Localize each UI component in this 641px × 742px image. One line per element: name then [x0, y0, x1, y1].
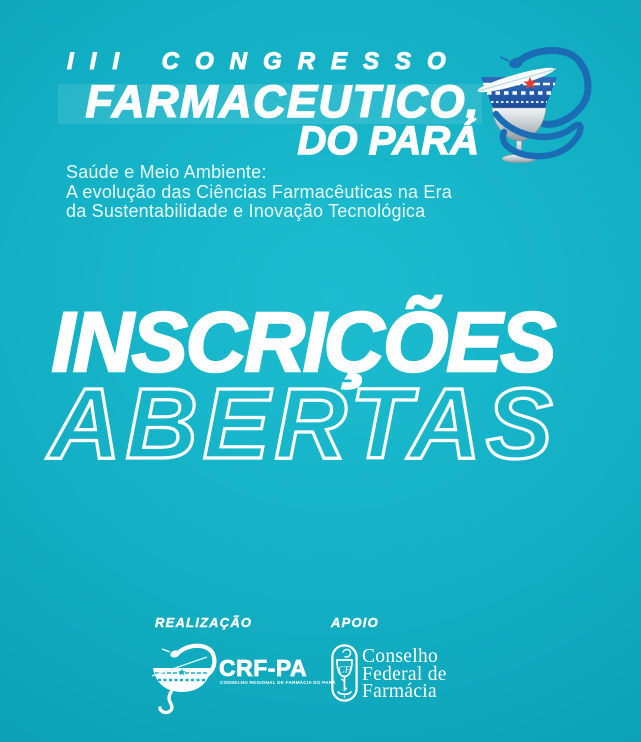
tagline-line: Saúde e Meio Ambiente: [66, 162, 267, 182]
headline [0, 295, 606, 480]
cff-wordmark-line: Conselho [362, 646, 439, 667]
cff-capsule-icon [331, 644, 358, 702]
poster-title-location: DO PARÁ [297, 119, 479, 163]
cff-monogram: CF [338, 665, 351, 676]
tagline-line: da Sustentabilidade e Inovação Tecnológica [66, 201, 426, 221]
realization-label: REALIZAÇÃO [155, 615, 253, 630]
cff-wordmark-line: Farmácia [362, 681, 437, 702]
poster-title: FARMACEUTICO, [85, 76, 480, 127]
crf-pa-acronym: CRF-PA [219, 655, 308, 681]
edition-title: III CONGRESSO [67, 48, 462, 75]
crf-pa-caption: CONSELHO REGIONAL DE FARMÁCIA DO PARÁ [220, 680, 336, 685]
headline-inscricoes: INSCRIÇÕES [51, 295, 555, 389]
cff-wordmark [362, 648, 447, 701]
tagline [66, 163, 452, 222]
headline-abertas: ABERTAS [48, 368, 558, 480]
tagline-line: A evolução das Ciências Farmacêuticas na Era [66, 181, 452, 202]
support-label: APOIO [331, 615, 379, 630]
pharmacy-cup-snake-icon [466, 46, 598, 174]
crf-pa-logo-icon [149, 640, 221, 716]
cff-wordmark-line: Federal de [362, 663, 447, 685]
